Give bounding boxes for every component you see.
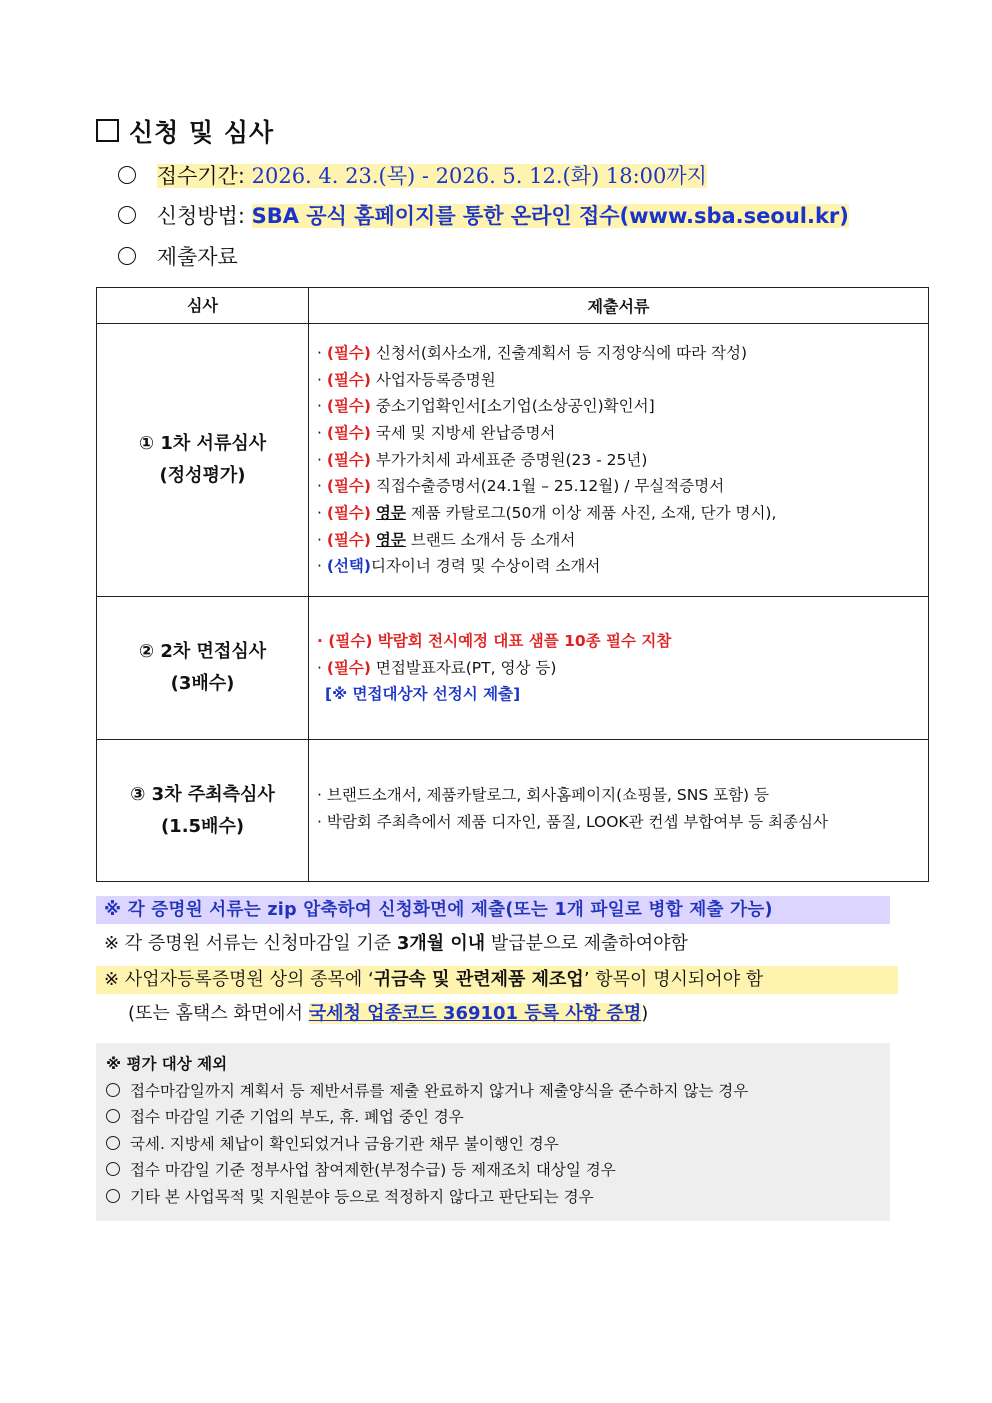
- exclusion-title: ※ 평가 대상 제외: [106, 1055, 228, 1073]
- note-issue-date: ※ 각 증명원 서류는 신청마감일 기준 3개월 이내 발급분으로 제출하여야함: [104, 933, 688, 954]
- table-row: [97, 324, 929, 597]
- exclusion-item: 국세. 지방세 체납이 확인되었거나 금융기관 채무 불이행인 경우: [106, 1134, 559, 1154]
- documents-cell: [309, 740, 929, 882]
- list-item: · (필수) 직접수출증명서(24.1월 – 25.12월) / 무실적증명서: [317, 477, 725, 496]
- period-value: 2026. 4. 23.(목) - 2026. 5. 12.(화) 18:00까지: [251, 164, 707, 188]
- interview-note: [※ 면접대상자 선정시 제출]: [325, 685, 521, 704]
- stage-note: (1.5배수): [160, 815, 245, 837]
- stage-note: (3배수): [170, 673, 235, 694]
- materials-label: 제출자료: [156, 245, 238, 269]
- circle-bullet-icon: [106, 1083, 120, 1097]
- exclusion-item: 기타 본 사업목적 및 지원분야 등으로 적정하지 않다고 판단되는 경우: [106, 1187, 594, 1207]
- circle-bullet-icon: [118, 206, 136, 224]
- review-table: [96, 287, 929, 882]
- stage-cell: [97, 597, 309, 740]
- list-item: · 박람회 주최측에서 제품 디자인, 품질, LOOK관 컨셉 부합여부 등 최종심사: [317, 812, 828, 831]
- method-value: SBA 공식 홈페이지를 통한 온라인 접수(www.sba.seoul.kr): [251, 204, 849, 228]
- list-item: · (필수) 국세 및 지방세 완납증명서: [317, 423, 556, 442]
- list-item: · (필수) 영문 제품 카탈로그(50개 이상 제품 사진, 소재, 단가 명시),: [317, 504, 777, 523]
- exclusion-item: 접수 마감일 기준 정부사업 참여제한(부정수급) 등 제재조치 대상일 경우: [106, 1160, 616, 1180]
- note-business-type: ※ 사업자등록증명원 상의 종목에 ‘귀금속 및 관련제품 제조업’ 항목이 명시되어야 함: [96, 966, 898, 994]
- list-item: · (선택)디자이너 경력 및 수상이력 소개서: [317, 557, 601, 576]
- circle-bullet-icon: [106, 1109, 120, 1123]
- method-row: [118, 200, 849, 230]
- list-item: · (필수) 부가가치세 과세표준 증명원(23 - 25년): [317, 450, 648, 469]
- header-review: 심사: [97, 288, 309, 324]
- stage-cell: [97, 740, 309, 882]
- note-hometax: (또는 홈택스 화면에서 국세청 업종코드 369101 등록 사항 증명): [128, 1003, 649, 1024]
- circle-bullet-icon: [106, 1189, 120, 1203]
- table-row: [97, 740, 929, 882]
- materials-row: [118, 241, 238, 271]
- circle-bullet-icon: [106, 1136, 120, 1150]
- list-item: · (필수) 사업자등록증명원: [317, 370, 496, 389]
- documents-cell: [309, 324, 929, 597]
- header-documents: 제출서류: [309, 288, 929, 324]
- circle-bullet-icon: [118, 166, 136, 184]
- list-item: · 브랜드소개서, 제품카탈로그, 회사홈페이지(쇼핑몰, SNS 포함) 등: [317, 786, 769, 804]
- period-label: 접수기간:: [156, 164, 245, 188]
- exclusion-item: 접수 마감일 기준 기업의 부도, 휴. 폐업 중인 경우: [106, 1107, 464, 1127]
- section-title: 신청 및 심사: [96, 113, 274, 149]
- method-label: 신청방법:: [156, 204, 245, 228]
- list-item: · (필수) 신청서(회사소개, 진출계획서 등 지정양식에 따라 작성): [317, 343, 747, 362]
- circle-bullet-icon: [118, 247, 136, 265]
- documents-cell: [309, 597, 929, 740]
- table-row: [97, 597, 929, 740]
- checkbox-square-icon: [96, 119, 119, 142]
- period-row: [118, 160, 707, 190]
- table-header-row: [97, 288, 929, 324]
- circle-bullet-icon: [106, 1162, 120, 1176]
- exclusion-item: 접수마감일까지 계획서 등 제반서류를 제출 완료하지 않거나 제출양식을 준수하지 않는 경우: [106, 1081, 748, 1101]
- list-item: · (필수) 영문 브랜드 소개서 등 소개서: [317, 530, 576, 549]
- stage-name: ② 2차 면접심사: [138, 641, 267, 662]
- list-item: · (필수) 박람회 전시예정 대표 샘플 10종 필수 지참: [317, 631, 672, 650]
- stage-name: ③ 3차 주최측심사: [130, 783, 275, 805]
- stage-cell: [97, 324, 309, 597]
- stage-name: ① 1차 서류심사: [138, 433, 267, 454]
- list-item: · (필수) 중소기업확인서[소기업(소상공인)확인서]: [317, 397, 655, 416]
- stage-note: (정성평가): [159, 465, 246, 486]
- list-item: · (필수) 면접발표자료(PT, 영상 등): [317, 658, 557, 677]
- note-zip: ※ 각 증명원 서류는 zip 압축하여 신청화면에 제출(또는 1개 파일로 병합 제출 가능): [96, 896, 890, 924]
